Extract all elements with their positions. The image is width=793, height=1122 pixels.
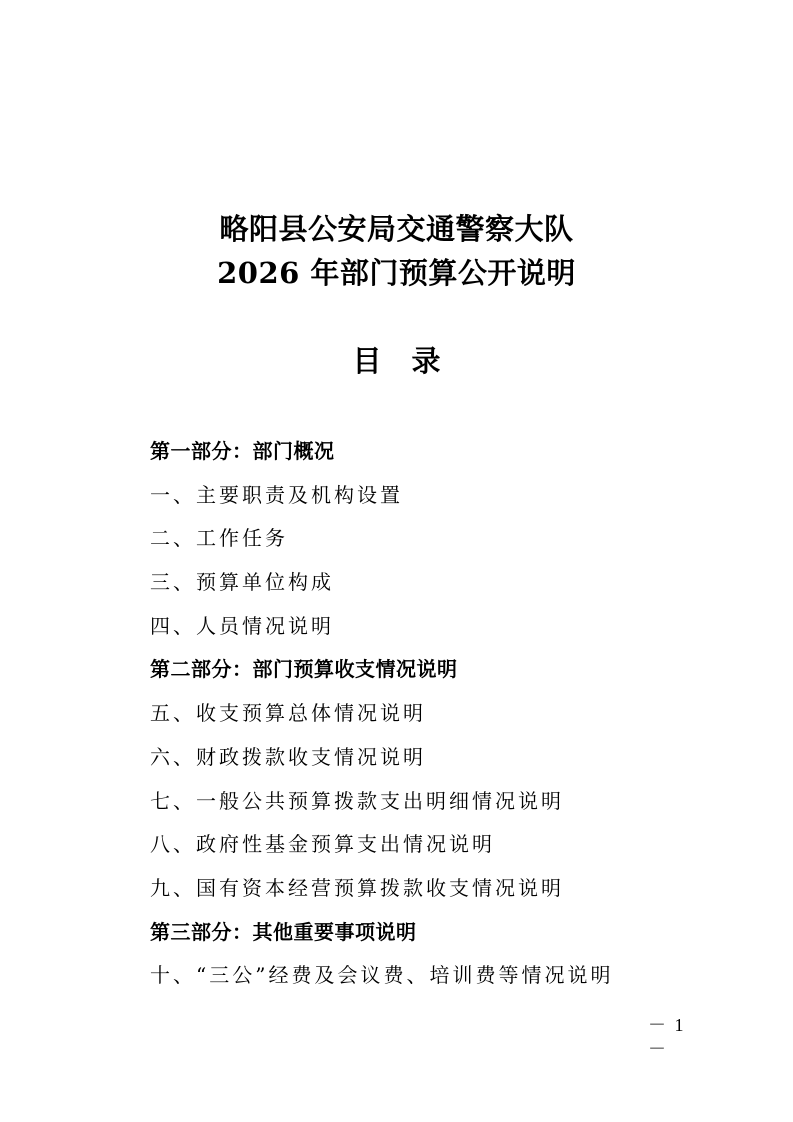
table-of-contents [150,430,710,998]
toc-part-1: 第一部分：部门概况 [150,439,335,463]
document-title-line-1: 略阳县公安局交通警察大队 [219,212,574,246]
toc-entry-1: 一、主要职责及机构设置 [150,482,403,507]
toc-entry-3: 三、预算单位构成 [150,570,334,595]
toc-entry-9: 九、国有资本经营预算拨款收支情况说明 [150,875,564,900]
toc-part-2: 第二部分：部门预算收支情况说明 [150,657,458,682]
toc-heading [0,343,793,379]
toc-entry-4: 四、人员情况说明 [150,613,334,638]
page-number: － 1 － [648,1015,686,1059]
toc-entry-8: 八、政府性基金预算支出情况说明 [150,832,495,857]
toc-entry-7: 七、一般公共预算拨款支出明细情况说明 [150,788,564,813]
toc-entry-2: 二、工作任务 [150,526,288,551]
toc-entry-10: 十、“三公”经费及会议费、培训费等情况说明 [150,963,614,988]
toc-heading-char-2: 录 [411,344,441,378]
toc-entry-6: 六、财政拨款收支情况说明 [150,744,426,769]
document-title-line-2: 2026 年部门预算公开说明 [217,256,576,290]
toc-part-3: 第三部分：其他重要事项说明 [150,919,417,944]
toc-entry-5: 五、收支预算总体情况说明 [150,701,426,726]
toc-heading-char-1: 目 [352,344,382,378]
